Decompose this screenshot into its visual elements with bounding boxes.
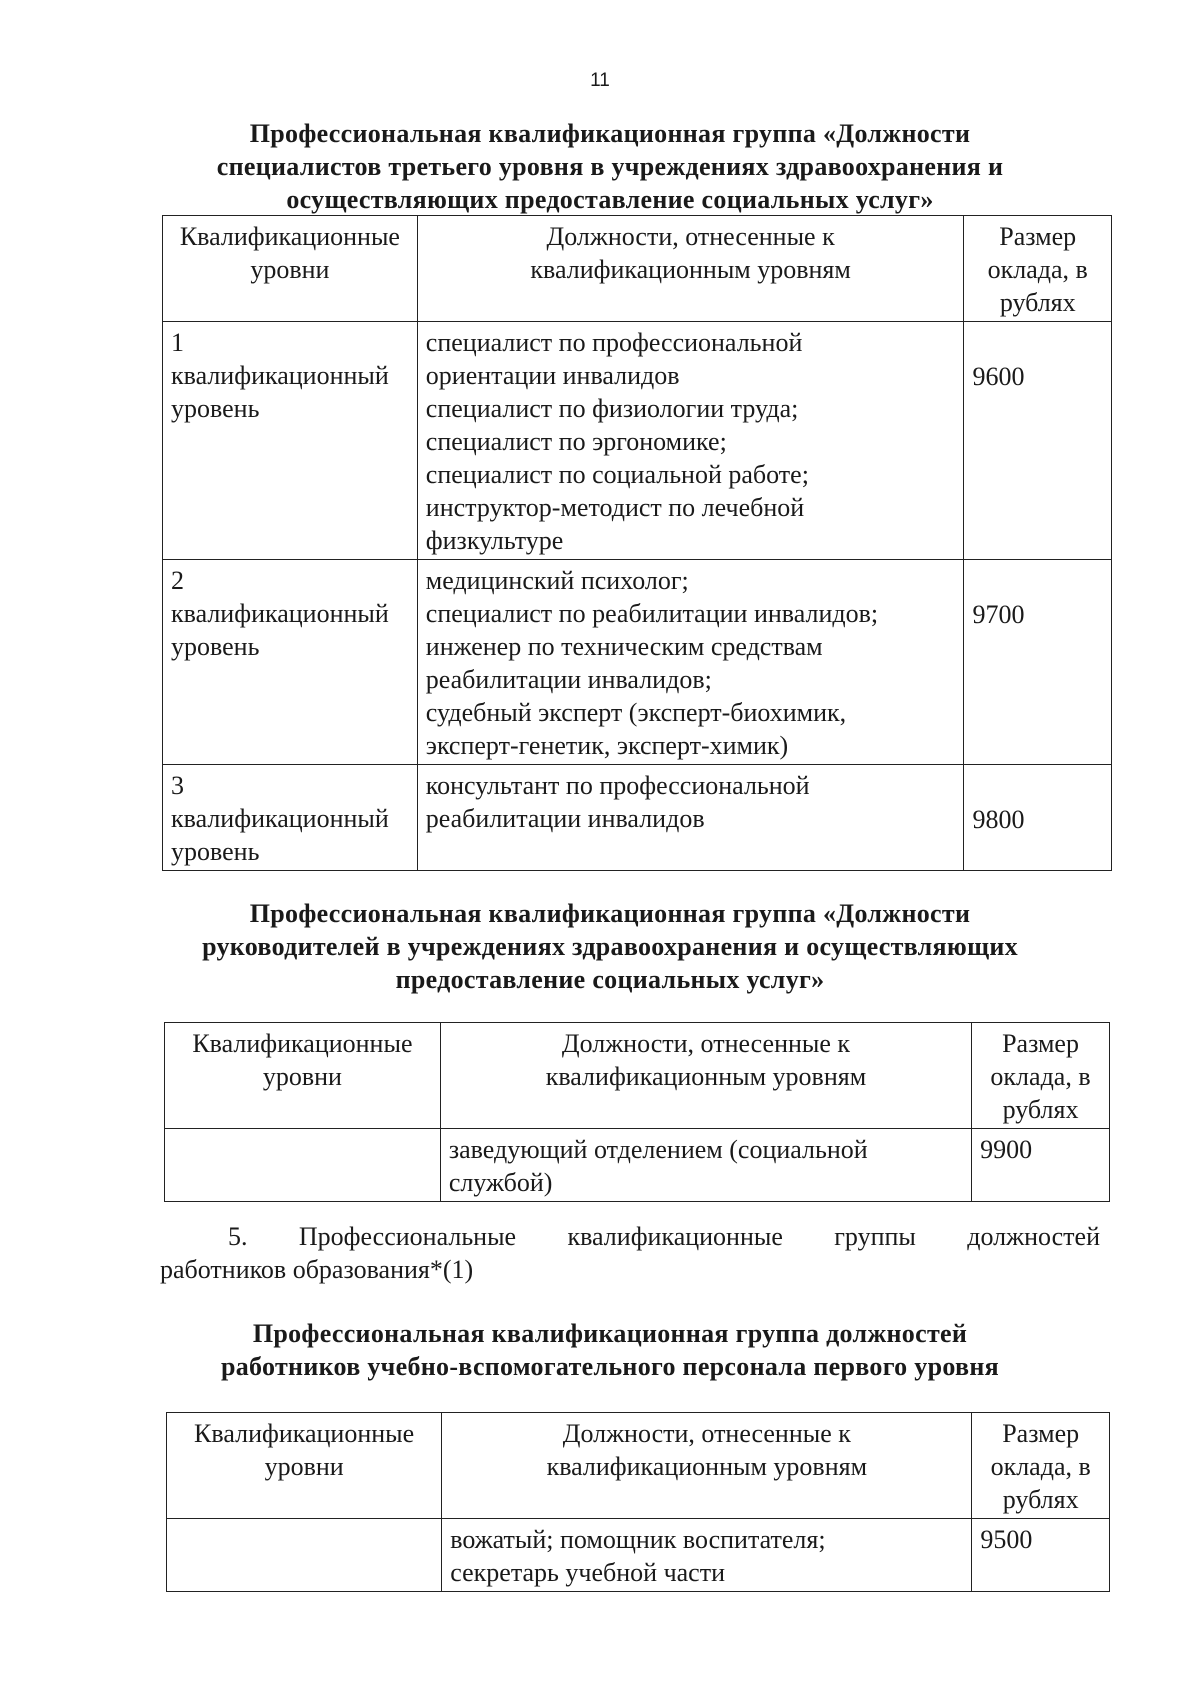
heading-line: Профессиональная квалификационная группа «Должности <box>249 119 971 148</box>
header-levels: Квалификационные уровни <box>165 1023 441 1129</box>
header-positions: Должности, отнесенные к квалификационным уровням <box>442 1413 972 1519</box>
table-header-row <box>163 216 1112 322</box>
section2-table <box>164 1022 1110 1202</box>
heading-line: специалистов третьего уровня в учреждениях здравоохранения и <box>216 152 1004 181</box>
heading-line: руководителей в учреждениях здравоохранения и осуществляющих <box>202 932 1018 961</box>
salary-cell: 9800 <box>964 765 1112 871</box>
level-cell: 1 квалификационный уровень <box>163 322 418 560</box>
header-levels: Квалификационные уровни <box>163 216 418 322</box>
paragraph-line: работников образования*(1) <box>160 1255 474 1284</box>
table-header-row <box>167 1413 1110 1519</box>
level-cell: 3 квалификационный уровень <box>163 765 418 871</box>
salary-cell: 9900 <box>972 1129 1110 1202</box>
salary-cell: 9600 <box>964 322 1112 560</box>
level-cell <box>167 1519 442 1592</box>
positions-cell: консультант по профессиональной реабилитации инвалидов <box>417 765 964 871</box>
section3-heading <box>160 1317 1060 1383</box>
section2-heading <box>160 897 1060 996</box>
positions-cell: специалист по профессиональной ориентации инвалидов специалист по физиологии труда; специалист по эргономике; специалист по социальной работе; инструктор-методист по лечебной физкультуре <box>417 322 964 560</box>
table-row <box>163 560 1112 765</box>
section1-table <box>162 215 1112 871</box>
table-row <box>167 1519 1110 1592</box>
heading-line: Профессиональная квалификационная группа «Должности <box>249 899 971 928</box>
table-row <box>163 322 1112 560</box>
page-number: 11 <box>590 70 610 91</box>
table-header-row <box>165 1023 1110 1129</box>
section5-paragraph <box>160 1220 1100 1286</box>
level-cell <box>165 1129 441 1202</box>
table-row <box>165 1129 1110 1202</box>
header-levels: Квалификационные уровни <box>167 1413 442 1519</box>
salary-cell: 9500 <box>972 1519 1110 1592</box>
level-cell: 2 квалификационный уровень <box>163 560 418 765</box>
salary-cell: 9700 <box>964 560 1112 765</box>
heading-line: работников учебно-вспомогательного персонала первого уровня <box>221 1352 999 1381</box>
table-row <box>163 765 1112 871</box>
positions-cell: заведующий отделением (социальной службой) <box>440 1129 971 1202</box>
heading-line: осуществляющих предоставление социальных услуг» <box>286 185 934 214</box>
header-positions: Должности, отнесенные к квалификационным уровням <box>440 1023 971 1129</box>
section1-heading <box>160 117 1060 216</box>
heading-line: предоставление социальных услуг» <box>395 965 825 994</box>
header-salary: Размер оклада, в рублях <box>972 1413 1110 1519</box>
section3-table <box>166 1412 1110 1592</box>
positions-cell: вожатый; помощник воспитателя; секретарь учебной части <box>442 1519 972 1592</box>
header-salary: Размер оклада, в рублях <box>972 1023 1110 1129</box>
paragraph-line: 5. Профессиональные квалификационные группы должностей <box>228 1222 1100 1251</box>
header-positions: Должности, отнесенные к квалификационным уровням <box>417 216 964 322</box>
positions-cell: медицинский психолог; специалист по реабилитации инвалидов; инженер по техническим средствам реабилитации инвалидов; судебный эксперт (эксперт-биохимик, эксперт-генетик, эксперт-химик) <box>417 560 964 765</box>
heading-line: Профессиональная квалификационная группа должностей <box>252 1319 968 1348</box>
header-salary: Размер оклада, в рублях <box>964 216 1112 322</box>
